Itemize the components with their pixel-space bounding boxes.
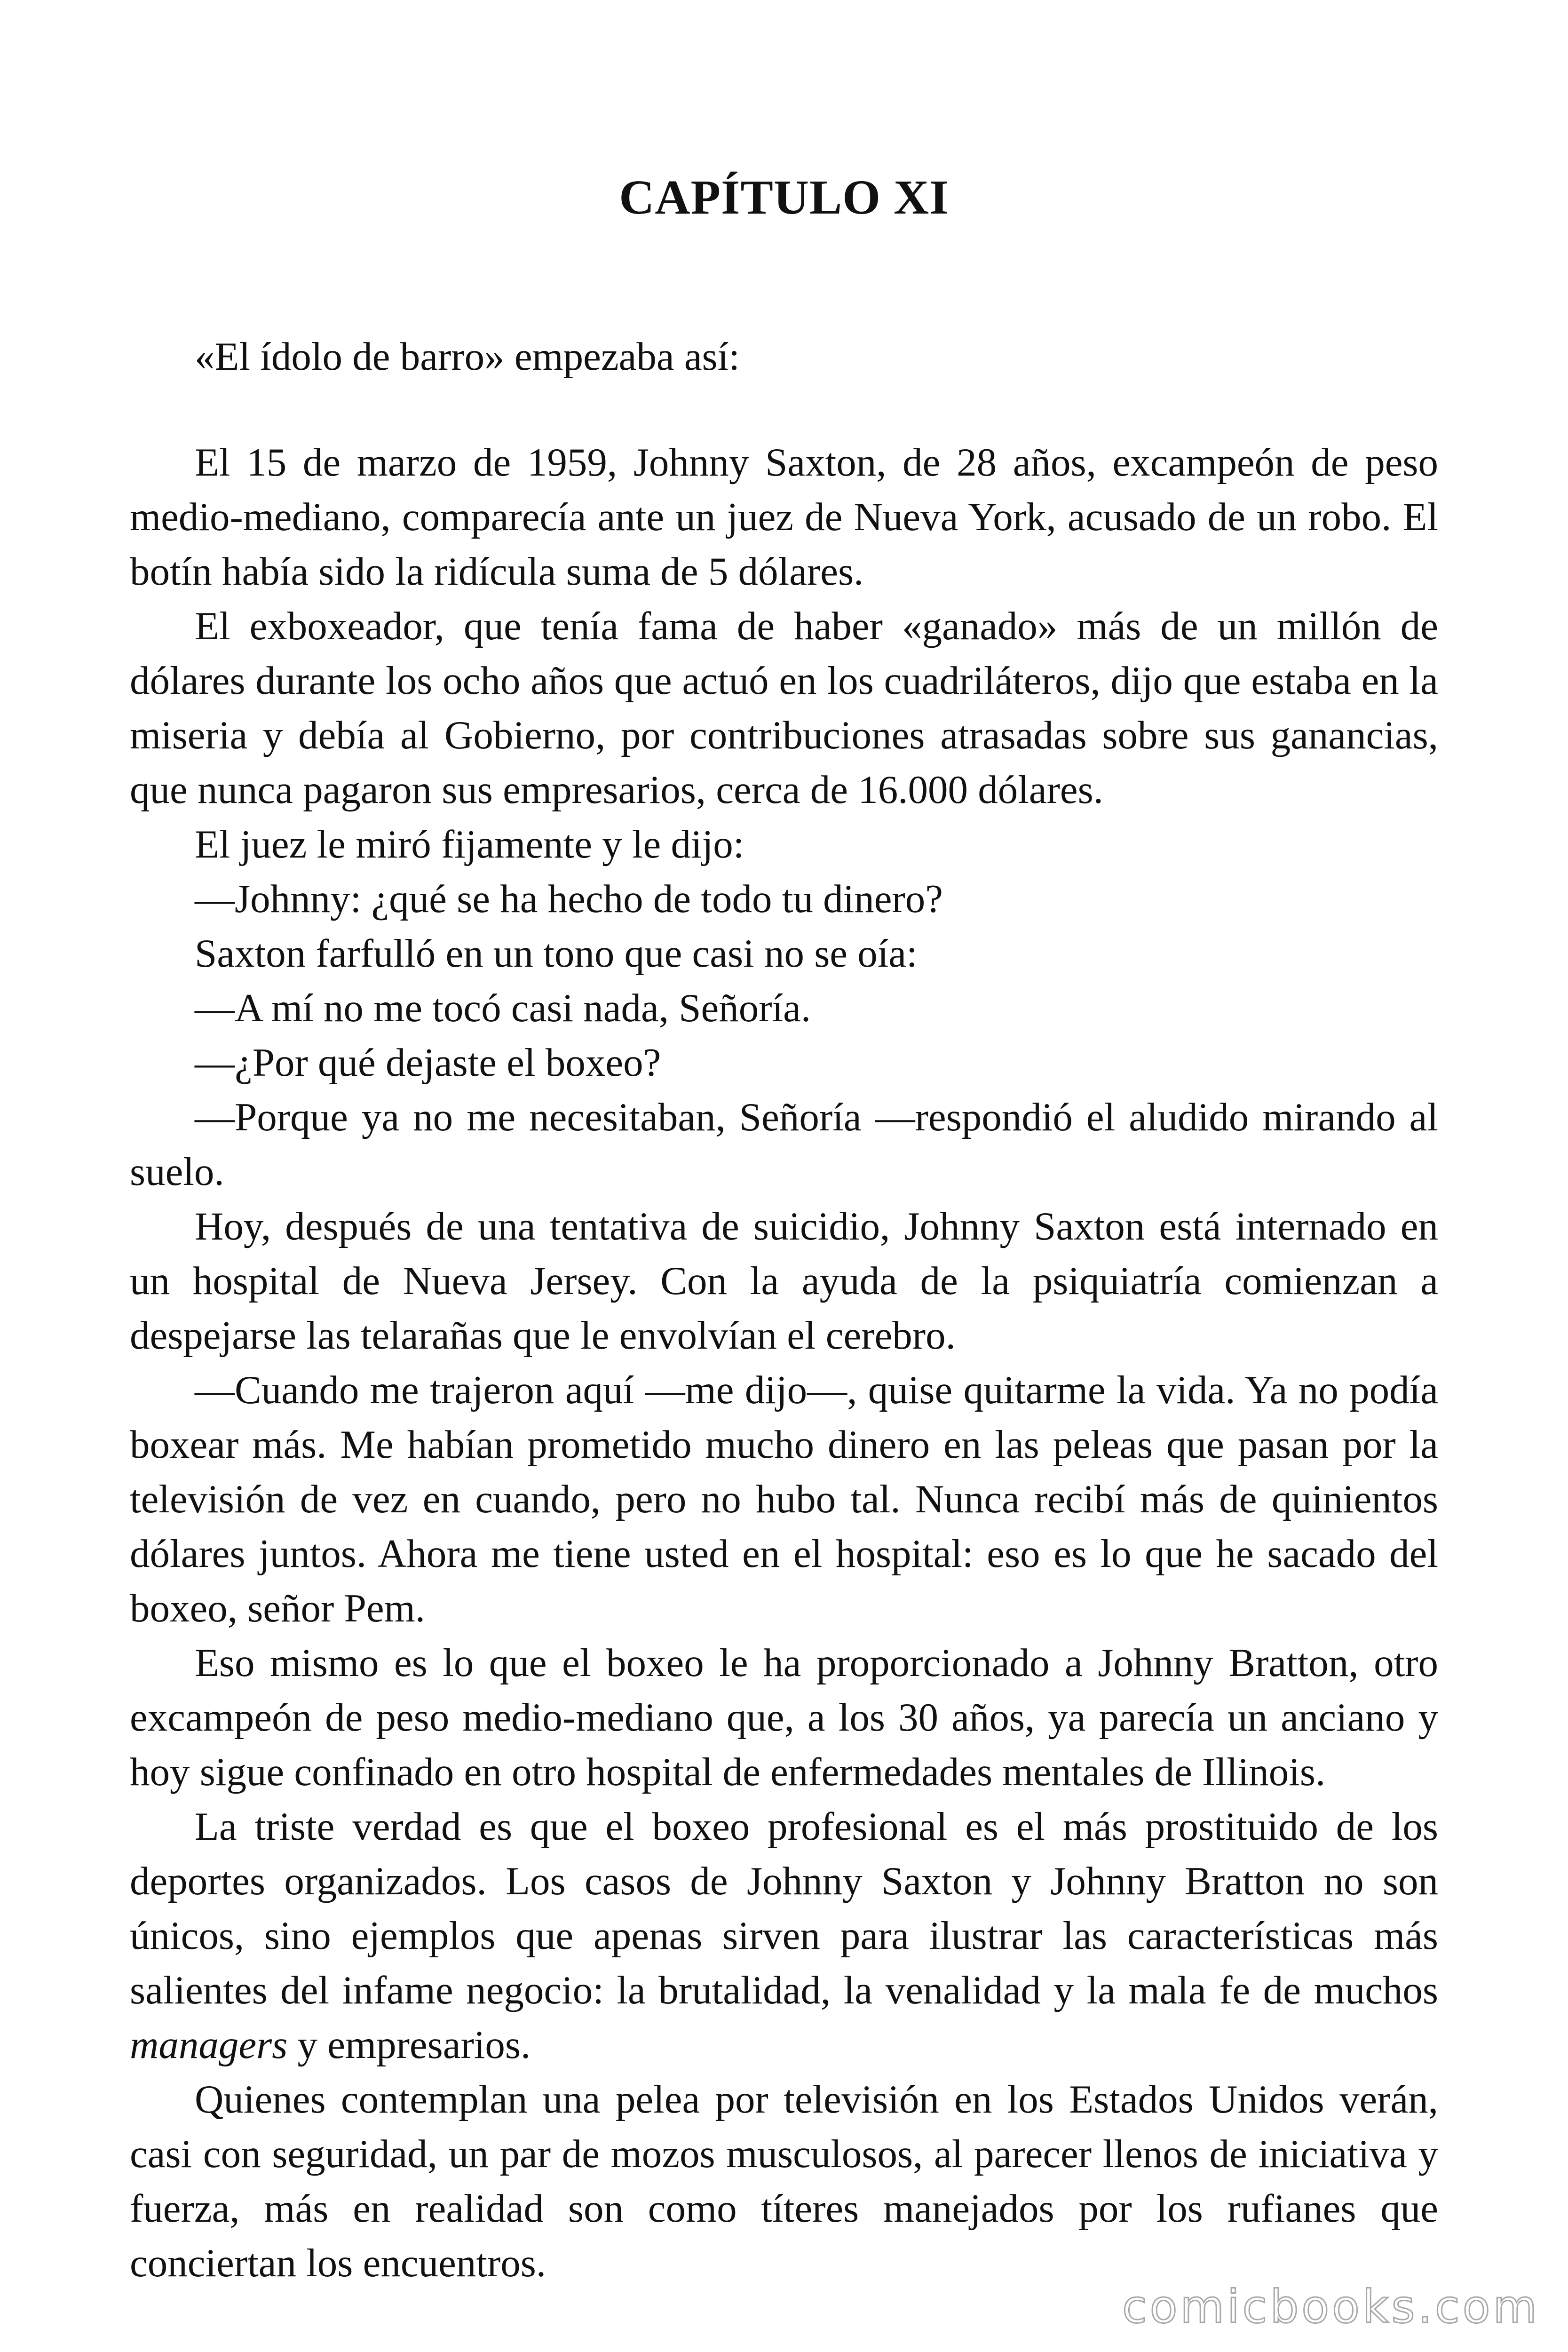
chapter-title: CAPÍTULO XI xyxy=(619,170,949,224)
paragraph-with-italic xyxy=(130,1799,1438,2072)
italic-word: managers xyxy=(130,2023,288,2067)
dialogue-line: —¿Por qué dejaste el boxeo? xyxy=(195,1041,661,1085)
dialogue-line: —Porque ya no me necesitaban, Señoría —respondió el aludido mirando al suelo. xyxy=(130,1095,1438,1194)
paragraph: El exboxeador, que tenía fama de haber «ganado» más de un millón de dólares durante los ocho años que actuó en los cuadriláteros, dijo que estaba en la miseria y debía al Gobierno, por contribuciones atrasadas sobre sus ganancias, que nunca pagaron sus empresarios, cerca de 16.000 dólares. xyxy=(130,604,1438,812)
dialogue-line: —Cuando me trajeron aquí —me dijo—, quise quitarme la vida. Ya no podía boxear más. Me habían prometido mucho dinero en las peleas que pasan por la televisión de vez en cuando, pero no hubo tal. Nunca recibí más de quinientos dólares juntos. Ahora me tiene usted en el hospital: eso es lo que he sacado del boxeo, señor Pem. xyxy=(130,1368,1438,1630)
paragraph: Hoy, después de una tentativa de suicidio, Johnny Saxton está internado en un hospital de Nueva Jersey. Con la ayuda de la psiquiatría comienzan a despejarse las telarañas que le envolvían el cerebro. xyxy=(130,1204,1438,1358)
text-segment: y empresarios. xyxy=(287,2023,531,2067)
paragraph: Eso mismo es lo que el boxeo le ha proporcionado a Johnny Bratton, otro excampeón de peso medio-mediano que, a los 30 años, ya parecía un anciano y hoy sigue confinado en otro hospital de enfermedades mentales de Illinois. xyxy=(130,1641,1438,1794)
body-text xyxy=(130,435,1438,2290)
paragraph: El juez le miró fijamente y le dijo: xyxy=(195,822,744,866)
text-segment: La triste verdad es que el boxeo profesional es el más prostituido de los deportes organizados. Los casos de Johnny Saxton y Johnny Bratton no son únicos, sino ejemplos que apenas sirven para ilustrar las características más salientes del infame negocio: la brutalidad, la venalidad y la mala fe de muchos xyxy=(130,1804,1438,2012)
intro-line: «El ídolo de barro» empezaba así: xyxy=(195,334,740,379)
dialogue-line: —Johnny: ¿qué se ha hecho de todo tu dinero? xyxy=(195,877,943,921)
paragraph: El 15 de marzo de 1959, Johnny Saxton, de 28 años, excampeón de peso medio-mediano, comparecía ante un juez de Nueva York, acusado de un robo. El botín había sido la ridícula suma de 5 dólares. xyxy=(130,440,1438,594)
dialogue-line: —A mí no me tocó casi nada, Señoría. xyxy=(195,986,811,1030)
paragraph: Quienes contemplan una pelea por televisión en los Estados Unidos verán, casi con seguridad, un par de mozos musculosos, al parecer llenos de iniciativa y fuerza, más en realidad son como títeres manejados por los rufianes que conciertan los encuentros. xyxy=(130,2077,1438,2285)
watermark: comicbooks.com xyxy=(1122,2280,1540,2333)
paragraph: Saxton farfulló en un tono que casi no se oía: xyxy=(195,931,918,976)
